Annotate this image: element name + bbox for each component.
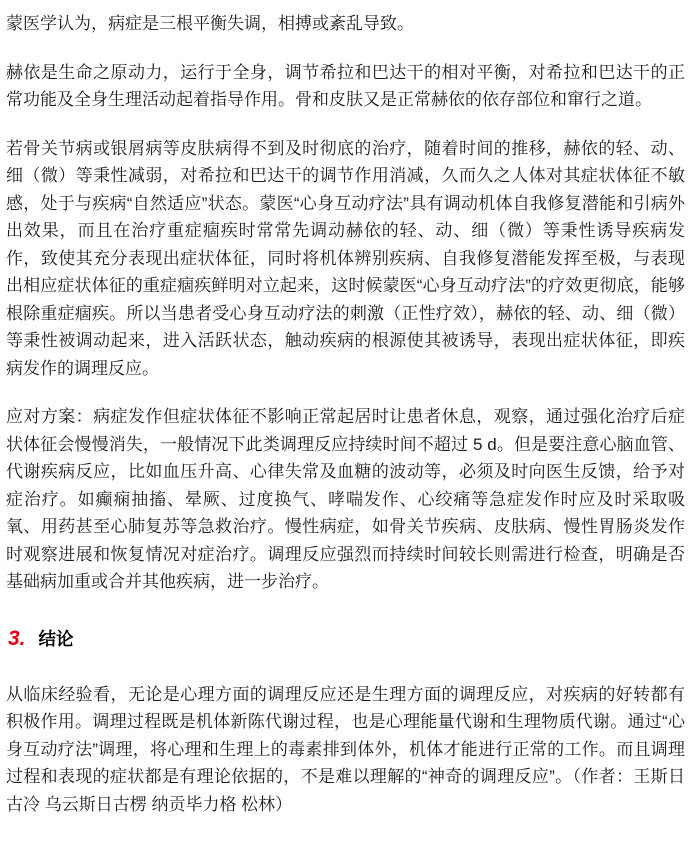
paragraph-mongolian-medicine-view: 蒙医学认为，病症是三根平衡失调，相搏或紊乱导致。 <box>6 14 414 33</box>
paragraph-heyi-life-force: 赫依是生命之原动力，运行于全身，调节希拉和巴达干的相对平衡，对希拉和巴达干的正常功能及全身生理活动起着指导作用。骨和皮肤又是正常赫依的依存部位和窜行之道。 <box>6 62 685 109</box>
section-number: 3. <box>8 626 26 650</box>
paragraph-conclusion: 从临床经验看，无论是心理方面的调理反应还是生理方面的调理反应，对疾病的好转都有积极作用。调理过程既是机体新陈代谢过程，也是心理能量代谢和生理物质代谢。通过“心身互动疗法”调理，将心理和生理上的毒素排到体外，机体才能进行正常的工作。而且调理过程和表现的症状都是有理论依据的，不是难以理解的“神奇的调理反应”。（作者：王斯日古冷 乌云斯日古楞 纳贡毕力格 松林） <box>6 684 685 814</box>
section-title: 结论 <box>38 628 74 649</box>
paragraph-response-plan: 应对方案：病症发作但症状体征不影响正常起居时让患者休息，观察，通过强化治疗后症状体征会慢慢消失，一般情况下此类调理反应持续时间不超过 5 d。但是要注意心脑血管、代谢疾病反应，比如血压升高、心律失常及血糖的波动等，必须及时向医生反馈，给予对症治疗。如癫痫抽搐、晕厥、过度换气、哮喘发作、心绞痛等急症发作时应及时采取吸氧、用药甚至心肺复苏等急救治疗。慢性病症，如骨关节疾病、皮肤病、慢性胃肠炎发作时观察进展和恢复情况对症治疗。调理反应强烈而持续时间较长则需进行检查，明确是否基础病加重或合并其他疾病，进一步治疗。 <box>6 407 685 591</box>
paragraph-therapy-mechanism: 若骨关节病或银屑病等皮肤病得不到及时彻底的治疗，随着时间的推移，赫依的轻、动、细（微）等秉性减弱，对希拉和巴达干的调节作用消减，久而久之人体对其症状体征不敏感，处于与疾病“自然适应”状态。蒙医“心身互动疗法”具有调动机体自我修复潜能和引病外出效果，而且在治疗重症痼疾时常常先调动赫依的轻、动、细（微）等秉性诱导疾病发作，致使其充分表现出症状体征，同时将机体辨别疾病、自我修复潜能发挥至极，与表现出相应症状体征的重症痼疾鲜明对立起来，这时候蒙医“心身互动疗法”的疗效更彻底，能够根除重症痼疾。所以当患者受心身互动疗法的刺激（正性疗效），赫依的轻、动、细（微）等秉性被调动起来，进入活跃状态，触动疾病的根源使其被诱导，表现出症状体征，即疾病发作的调理反应。 <box>6 138 685 378</box>
section-heading-conclusion <box>8 627 685 651</box>
